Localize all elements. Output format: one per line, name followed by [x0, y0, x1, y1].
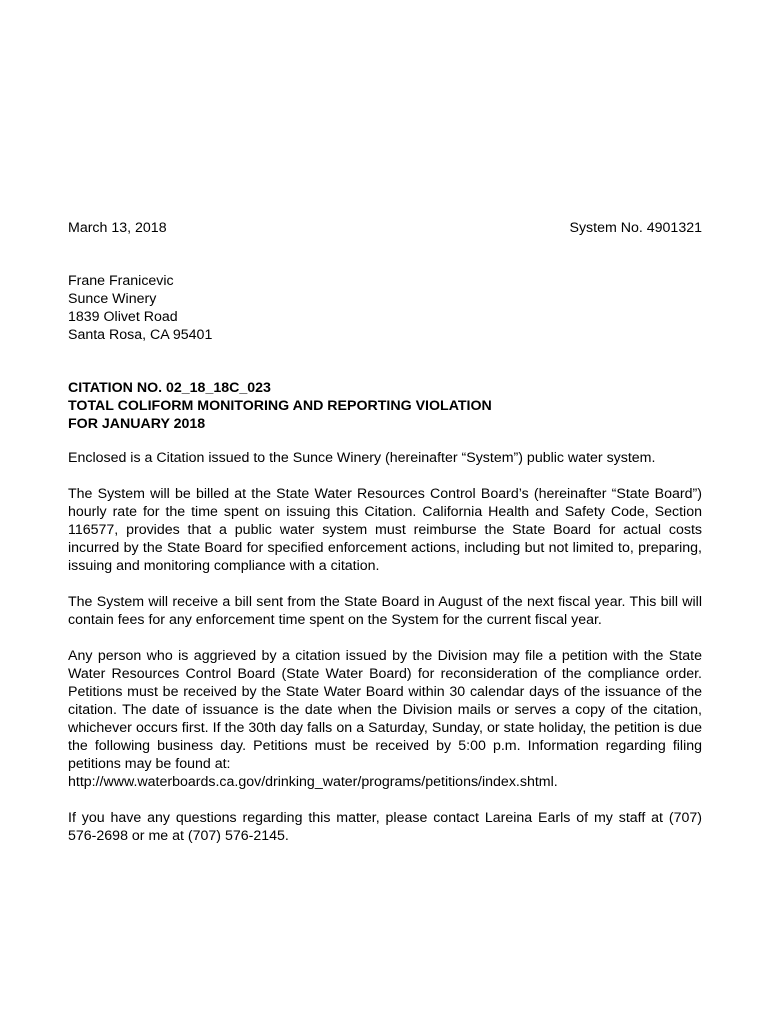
recipient-company: Sunce Winery — [68, 291, 157, 307]
recipient-city: Santa Rosa, CA 95401 — [68, 327, 213, 343]
system-number: System No. 4901321 — [569, 220, 702, 236]
recipient-street: 1839 Olivet Road — [68, 309, 178, 325]
letter-date: March 13, 2018 — [68, 220, 167, 236]
paragraph-billing: The System will be billed at the State Water Resources Control Board’s (hereinafter “State Board”) hourly rate for the time spent on issuing this Citation. California Health and Safety Code, Section 116577, provides that a public water system must reimburse the State Board for actual costs incurred by the State Board for specified enforcement actions, including but not limited to, preparing, issuing and monitoring compliance with a citation. — [68, 486, 702, 574]
paragraph-bill-notice: The System will receive a bill sent from the State Board in August of the next fiscal year. This bill will contain fees for any enforcement time spent on the System for the current fiscal year. — [68, 594, 702, 628]
citation-heading — [68, 379, 702, 433]
citation-period: FOR JANUARY 2018 — [68, 416, 206, 432]
letter-header — [68, 219, 702, 237]
recipient-address — [68, 272, 702, 344]
recipient-name: Frane Franicevic — [68, 273, 174, 289]
citation-number: CITATION NO. 02_18_18C_023 — [68, 380, 271, 396]
letter-body — [68, 219, 702, 845]
paragraph-enclosed: Enclosed is a Citation issued to the Sunce Winery (hereinafter “System”) public water system. — [68, 450, 656, 466]
petition-link[interactable]: http://www.waterboards.ca.gov/drinking_water/programs/petitions/index.shtml. — [68, 774, 558, 790]
paragraph-contact: If you have any questions regarding this matter, please contact Lareina Earls of my staff at (707) 576-2698 or me at (707) 576-2145. — [68, 810, 702, 844]
petition-text: Any person who is aggrieved by a citation issued by the Division may file a petition with the State Water Resources Control Board (State Water Board) for reconsideration of the compliance order. Petitions must be received by the State Water Board within 30 calendar days of the issuance of the citation. The date of issuance is the date when the Division mails or serves a copy of the citation, whichever occurs first. If the 30th day falls on a Saturday, Sunday, or state holiday, the petition is due the following business day. Petitions must be received by 5:00 p.m. Information regarding filing petitions may be found at: — [68, 648, 702, 772]
citation-violation: TOTAL COLIFORM MONITORING AND REPORTING VIOLATION — [68, 398, 492, 414]
paragraph-petition — [68, 647, 702, 791]
